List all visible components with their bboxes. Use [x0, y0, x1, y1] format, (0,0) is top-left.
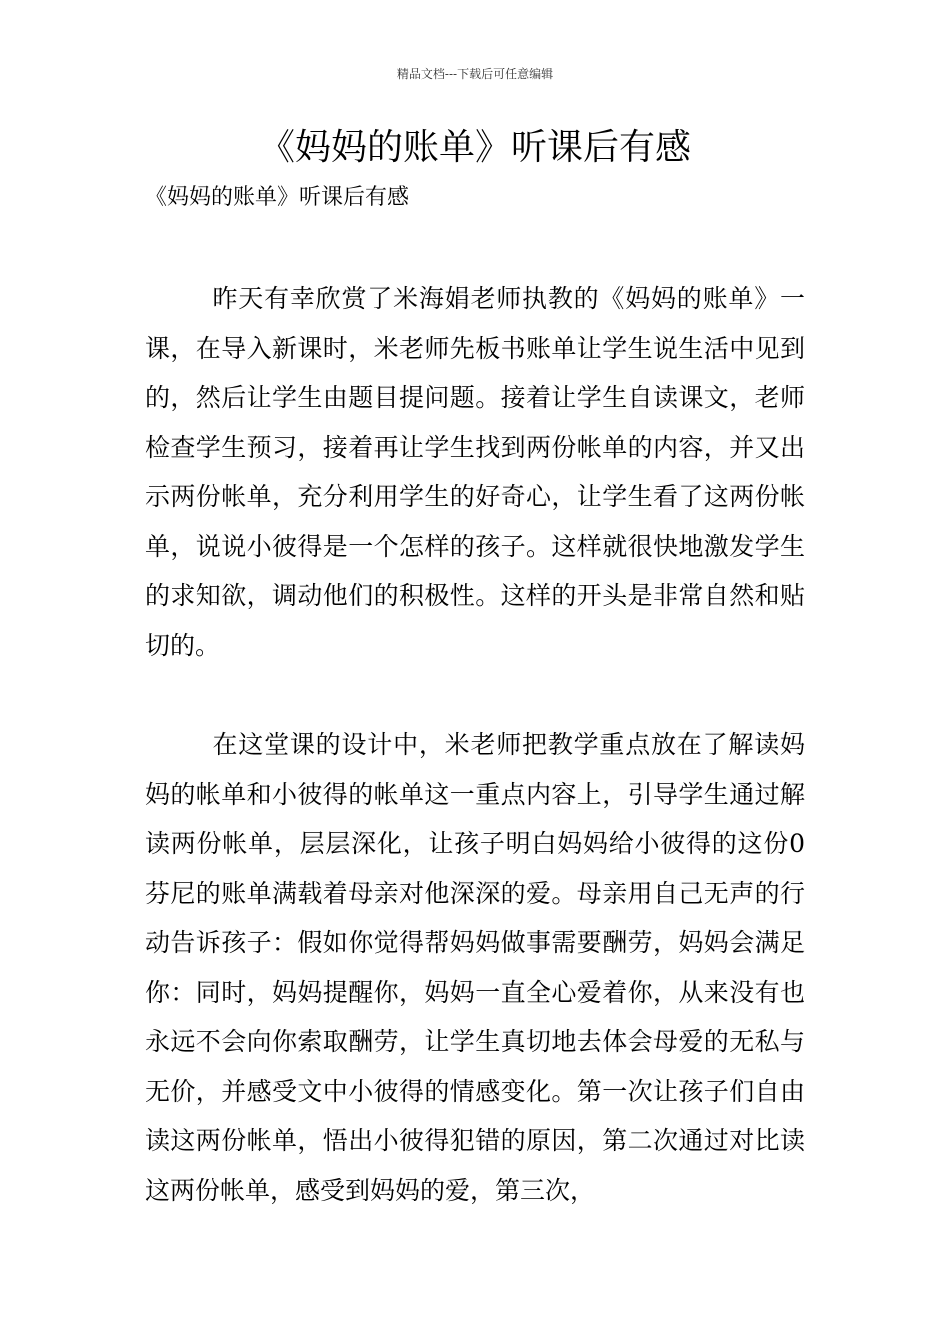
document-subtitle: 《妈妈的账单》听课后有感 — [145, 185, 410, 210]
paragraph-1: 昨天有幸欣赏了米海娟老师执教的《妈妈的账单》一课，在导入新课时，米老师先板书账单让学生说生活中见到的，然后让学生由题目提问题。接着让学生自读课文，老师检查学生预习，接着再让学生找到两份帐单的内容，并又出示两份帐单，充分利用学生的好奇心，让学生看了这两份帐单，说说小彼得是一个怎样的孩子。这样就很快地激发学生的求知欲，调动他们的积极性。这样的开头是非常自然和贴切的。 — [145, 284, 805, 660]
header-note: 精品文档---下载后可任意编辑 — [396, 67, 554, 81]
paragraph-2: 在这堂课的设计中，米老师把教学重点放在了解读妈妈的帐单和小彼得的帐单这一重点内容上，引导学生通过解读两份帐单，层层深化，让孩子明白妈妈给小彼得的这份0芬尼的账单满载着母亲对他深深的爱。母亲用自己无声的行动告诉孩子：假如你觉得帮妈妈做事需要酬劳，妈妈会满足你：同时，妈妈提醒你，妈妈一直全心爱着你，从来没有也永远不会向你索取酬劳，让学生真切地去体会母爱的无私与无价，并感受文中小彼得的情感变化。第一次让孩子们自由读这两份帐单，悟出小彼得犯错的原因，第二次通过对比读这两份帐单，感受到妈妈的爱，第三次， — [145, 730, 805, 1205]
document-title: 《妈妈的账单》听课后有感 — [258, 127, 691, 168]
